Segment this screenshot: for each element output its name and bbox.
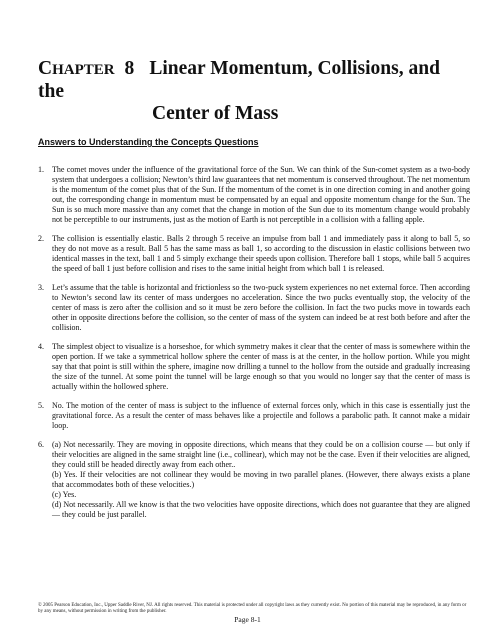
answer-text: [52, 283, 470, 333]
answer-paragraph: (b) Yes. If their velocities are not collinear they would be moving in two parallel planes. (However, there always exists a plane that accommodates both of these velocities.): [52, 470, 470, 489]
chapter-label: [38, 58, 115, 79]
chapter-label-rest: HAPTER: [52, 62, 115, 78]
answer-text: [52, 342, 470, 392]
answer-paragraph: (a) Not necessarily. They are moving in opposite directions, which means that they could be on a collision course — but only if their velocities are aligned in the same straight line (i.e., collinear), which may not be the case. Even if their velocities are aligned, they could still be headed directly away from each other..: [52, 440, 470, 469]
answer-paragraph: No. The motion of the center of mass is subject to the influence of external forces only, which in this case is essentially just the gravitational force. As a result the center of mass behaves like a projectile and follows a parabolic path. It cannot make a midair loop.: [52, 401, 470, 430]
answer-text: [52, 165, 470, 225]
chapter-number: 8: [124, 58, 135, 79]
answer-text: [52, 401, 470, 431]
answer-text: [52, 234, 470, 274]
answers-list: [38, 165, 470, 529]
copyright-footer: © 2005 Pearson Education, Inc., Upper Saddle River, NJ. All rights reserved. This material is protected under all copyright laws as they currently exist. No portion of this material may be reproduced, in any form or by any means, without permission in writing from the publisher.: [38, 603, 467, 614]
chapter-label-initial: C: [38, 58, 53, 79]
answer-paragraph: (d) Not necessarily. All we know is that the two velocities have opposite directions, which does not guarantee that they are aligned — they could be just parallel.: [52, 500, 470, 519]
answer-number: 1.: [38, 165, 44, 174]
chapter-title-line-2: Center of Mass: [152, 103, 279, 124]
answer-item: [38, 165, 470, 225]
answer-paragraph: The simplest object to visualize is a horseshoe, for which symmetry makes it clear that the center of mass is somewhere within the open portion. If we take a symmetrical hollow sphere the center of mass is at the center, in the hollow portion. While you might say that that point is still within the sphere, imagine now drilling a tunnel to the hollow from the outside and gradually increasing the size of the tunnel. At some point the tunnel will be large enough so that you would no longer say that the center of mass is actually within the hollowed sphere.: [52, 342, 470, 391]
chapter-title: [38, 58, 468, 125]
answer-item: [38, 440, 470, 520]
chapter-title-line-1: Linear Momentum, Collisions, and the: [38, 58, 440, 102]
answer-paragraph: The collision is essentially elastic. Balls 2 through 5 receive an impulse from ball 1 and immediately pass it along to ball 5, so they do not move as a result. Ball 5 has the same mass as ball 1, so according to the discussion in elastic collisions between two identical masses in the text, ball 1 and 5 simply exchange their speeds upon collision. Therefore ball 1 stops, while ball 5 acquires the speed of ball 1 just before collision and rises to the same initial height from which ball 1 is released.: [52, 234, 470, 273]
answer-number: 6.: [38, 440, 44, 449]
answer-item: [38, 342, 470, 392]
section-heading: Answers to Understanding the Concepts Questions: [38, 137, 259, 147]
answer-number: 4.: [38, 342, 44, 351]
answer-number: 3.: [38, 283, 44, 292]
answer-paragraph: The comet moves under the influence of the gravitational force of the Sun. We can think of the Sun-comet system as a two-body system that undergoes a collision; Newton’s third law guarantees that net momentum is conserved throughout. The net momentum is the momentum of the comet plus that of the Sun. If the momentum of the comet is in one direction coming in and another going out, the corresponding change in momentum must be compensated by an equal and opposite momentum change for the Sun. The Sun is so much more massive than any comet that the change in motion of the Sun due to its momentum change would probably not be perceptible to our instruments, just as the motion of Earth is not perceptible in a collision with a falling apple.: [52, 165, 470, 224]
answer-item: [38, 401, 470, 431]
answer-paragraph: Let’s assume that the table is horizontal and frictionless so the two-puck system experiences no net external force. Then according to Newton’s second law its center of mass undergoes no acceleration. Since the two pucks eventually stop, the velocity of the center of mass is zero after the collision and so it must be zero before the collision. In fact the two pucks move in towards each other in opposite directions before the collision, so the center of mass of the system can indeed be at rest both before and after the collision.: [52, 283, 470, 332]
answer-item: [38, 283, 470, 333]
answer-number: 5.: [38, 401, 44, 410]
page-number: Page 8-1: [234, 615, 261, 624]
answer-item: [38, 234, 470, 274]
answer-number: 2.: [38, 234, 44, 243]
answer-paragraph: (c) Yes.: [52, 490, 77, 499]
answer-text: [52, 440, 470, 520]
